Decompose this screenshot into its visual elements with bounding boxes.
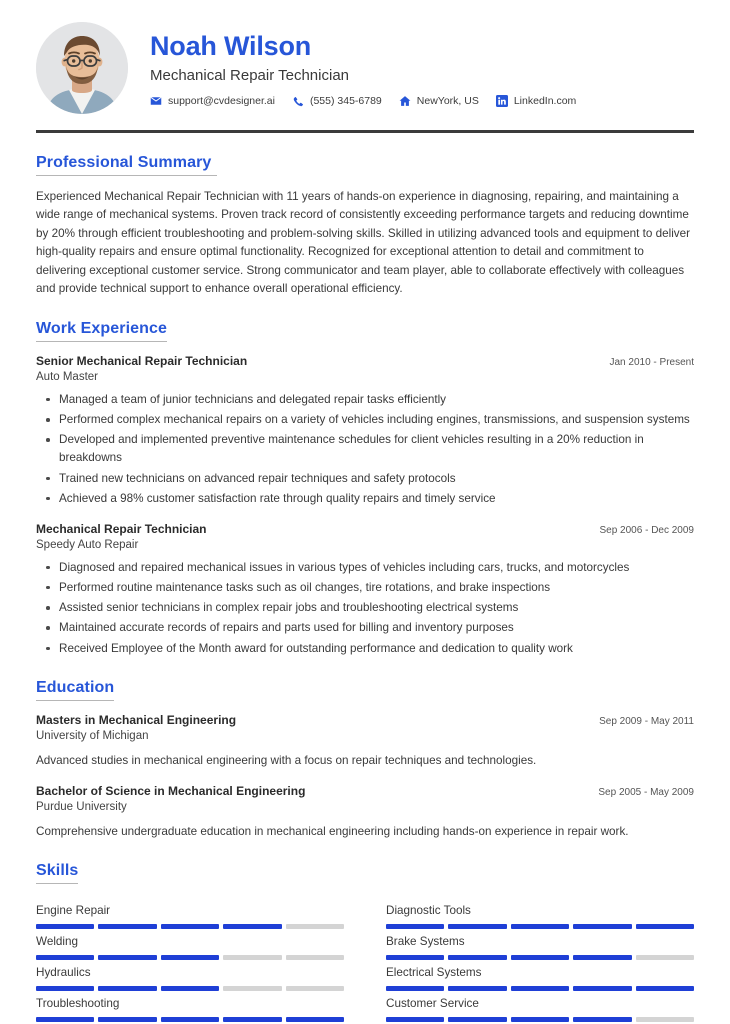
header-divider bbox=[36, 130, 694, 133]
work-entry-header bbox=[36, 354, 694, 368]
list-item: Assisted senior technicians in complex repair jobs and troubleshooting electrical systems bbox=[58, 599, 694, 617]
header-text-block bbox=[150, 29, 694, 106]
education-entry-degree: Bachelor of Science in Mechanical Engineering bbox=[36, 783, 306, 798]
skill-segment bbox=[161, 1017, 219, 1022]
education-entry bbox=[36, 713, 694, 770]
work-entry bbox=[36, 522, 694, 658]
education-entry-description: Comprehensive undergraduate education in mechanical engineering including hands-on experience in repair work. bbox=[36, 824, 629, 838]
contact-linkedin[interactable] bbox=[496, 95, 576, 107]
education-entry-degree: Masters in Mechanical Engineering bbox=[36, 712, 237, 727]
list-item: Performed complex mechanical repairs on a variety of vehicles including engines, transmissions, and suspension systems bbox=[58, 411, 694, 429]
work-entry-organization: Speedy Auto Repair bbox=[36, 538, 139, 551]
work-entry-role: Senior Mechanical Repair Technician bbox=[36, 353, 248, 368]
section-title-professional-summary: Professional Summary bbox=[36, 154, 217, 176]
section-education bbox=[36, 679, 694, 841]
skills-grid bbox=[36, 898, 694, 1022]
contact-phone[interactable] bbox=[292, 95, 382, 107]
education-entry-school: University of Michigan bbox=[36, 729, 149, 742]
skill-label: Electrical Systems bbox=[386, 965, 482, 979]
list-item: Maintained accurate records of repairs and parts used for billing and inventory purposes bbox=[58, 619, 694, 637]
professional-summary-text: Experienced Mechanical Repair Technician with 11 years of hands-on experience in diagnosing, repairing, and maintaining a wide range of mechanical systems. Proven track record of consistently exceeding performance targets and reducing downtime by 20% through efficient troubleshooting and problem-solving skills. Skilled in utilizing advanced tools and equipment to deliver high-quality repairs and ensure optimal functionality. Recognized for exceptional attention to detail and commitment to delivering exceptional customer service. Strong communicator and team player, able to collaborate effectively with colleagues and provide technical support to enhance overall operational efficiency. bbox=[36, 190, 691, 296]
section-title-skills: Skills bbox=[36, 862, 78, 884]
skill-segment bbox=[286, 1017, 344, 1022]
list-item: Managed a team of junior technicians and delegated repair tasks efficiently bbox=[58, 391, 694, 409]
work-entry-bullets bbox=[36, 391, 694, 508]
section-title-education: Education bbox=[36, 679, 114, 701]
section-work-experience bbox=[36, 320, 694, 658]
education-entry-date: Sep 2009 - May 2011 bbox=[599, 715, 694, 727]
skill-level-bar bbox=[386, 1017, 694, 1022]
skill-item bbox=[36, 991, 344, 1022]
contact-email-label: support@cvdesigner.ai bbox=[168, 94, 275, 107]
skill-segment bbox=[98, 1017, 156, 1022]
list-item: Diagnosed and repaired mechanical issues in various types of vehicles including cars, trucks, and motorcycles bbox=[58, 559, 694, 577]
list-item: Achieved a 98% customer satisfaction rate through quality repairs and timely service bbox=[58, 490, 694, 508]
work-entry-date: Sep 2006 - Dec 2009 bbox=[599, 524, 694, 536]
list-item: Trained new technicians on advanced repair techniques and safety protocols bbox=[58, 470, 694, 488]
skill-label: Troubleshooting bbox=[36, 996, 120, 1010]
work-entry-role: Mechanical Repair Technician bbox=[36, 521, 207, 536]
skill-label: Brake Systems bbox=[386, 934, 465, 948]
skill-segment bbox=[573, 1017, 631, 1022]
education-entry-date: Sep 2005 - May 2009 bbox=[598, 786, 694, 798]
skill-label: Welding bbox=[36, 934, 79, 948]
skill-segment bbox=[448, 1017, 506, 1022]
contact-phone-label: (555) 345-6789 bbox=[309, 94, 382, 107]
contact-location-label: NewYork, US bbox=[416, 94, 479, 107]
skill-item bbox=[386, 898, 694, 929]
resume-header bbox=[36, 22, 694, 126]
section-professional-summary bbox=[36, 154, 694, 299]
list-item: Developed and implemented preventive maintenance schedules for client vehicles resulting in a 20% reduction in breakdowns bbox=[58, 431, 694, 467]
skill-label: Diagnostic Tools bbox=[386, 903, 471, 917]
linkedin-icon bbox=[496, 95, 508, 107]
contact-row bbox=[150, 95, 694, 107]
candidate-job-title: Mechanical Repair Technician bbox=[150, 66, 349, 84]
phone-icon bbox=[292, 95, 304, 107]
education-entry-header bbox=[36, 784, 694, 798]
work-entry-bullets bbox=[36, 559, 694, 658]
skill-item bbox=[386, 960, 694, 991]
skill-label: Customer Service bbox=[386, 996, 479, 1010]
education-entry-header bbox=[36, 713, 694, 727]
candidate-name: Noah Wilson bbox=[150, 31, 312, 62]
skill-segment bbox=[386, 1017, 444, 1022]
skill-label: Hydraulics bbox=[36, 965, 91, 979]
work-entry-header bbox=[36, 522, 694, 536]
home-icon bbox=[399, 95, 411, 107]
work-entry-date: Jan 2010 - Present bbox=[609, 356, 694, 368]
education-entry-description: Advanced studies in mechanical engineering with a focus on repair techniques and technologies. bbox=[36, 753, 537, 767]
skill-segment bbox=[223, 1017, 281, 1022]
list-item: Performed routine maintenance tasks such as oil changes, tire rotations, and brake inspections bbox=[58, 579, 694, 597]
section-skills bbox=[36, 862, 694, 1022]
skill-item bbox=[386, 929, 694, 960]
skill-level-bar bbox=[36, 1017, 344, 1022]
section-title-work-experience: Work Experience bbox=[36, 320, 167, 342]
skill-segment bbox=[511, 1017, 569, 1022]
envelope-icon bbox=[150, 95, 162, 107]
list-item: Received Employee of the Month award for outstanding performance and dedication to quality work bbox=[58, 640, 694, 658]
skill-item bbox=[36, 960, 344, 991]
skill-segment bbox=[36, 1017, 94, 1022]
skill-item bbox=[36, 929, 344, 960]
avatar bbox=[36, 22, 128, 114]
education-entry bbox=[36, 784, 694, 841]
skill-item bbox=[36, 898, 344, 929]
skill-label: Engine Repair bbox=[36, 903, 111, 917]
contact-linkedin-label: LinkedIn.com bbox=[513, 94, 577, 107]
skill-item bbox=[386, 991, 694, 1022]
work-entry bbox=[36, 354, 694, 508]
contact-email[interactable] bbox=[150, 95, 275, 107]
contact-location[interactable] bbox=[399, 95, 479, 107]
education-entry-school: Purdue University bbox=[36, 800, 127, 813]
skill-segment bbox=[636, 1017, 694, 1022]
work-entry-organization: Auto Master bbox=[36, 370, 98, 383]
